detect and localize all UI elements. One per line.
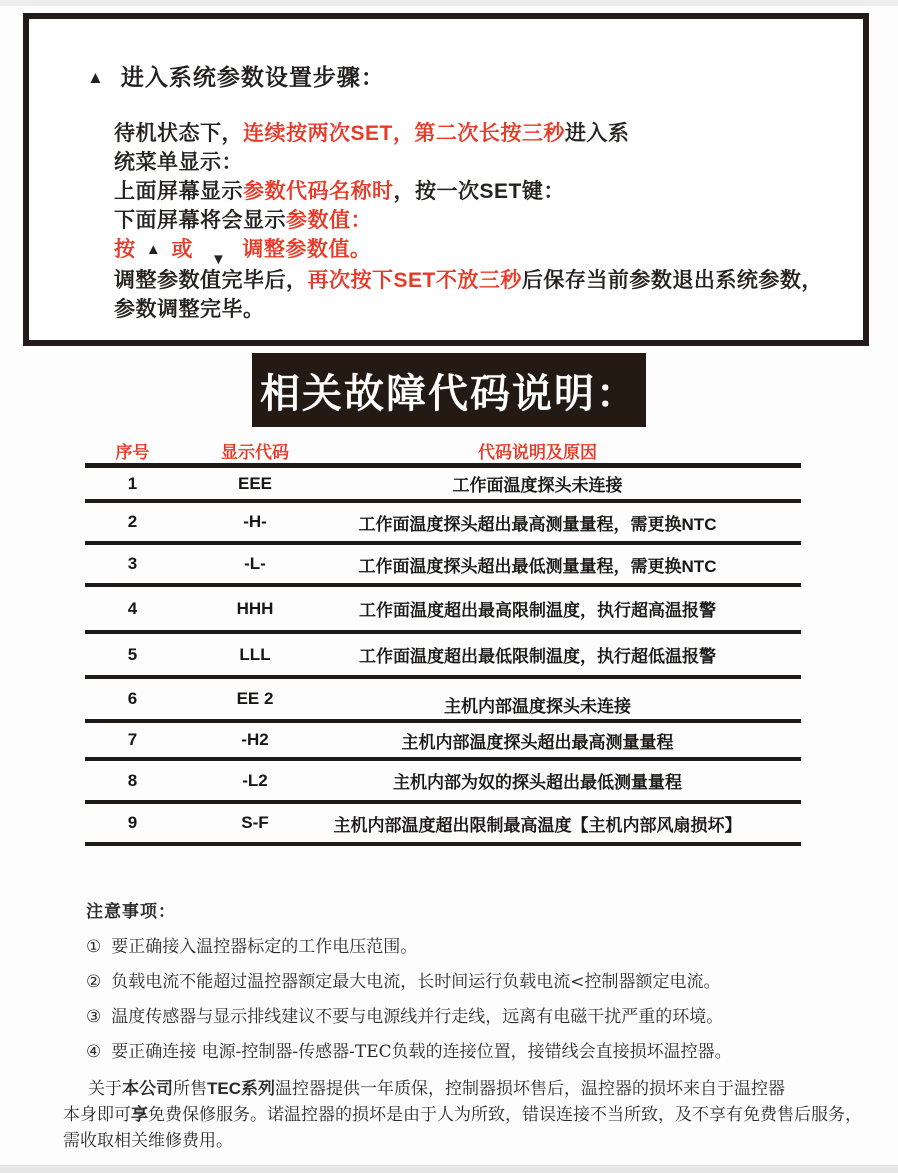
notes-section — [86, 901, 858, 1063]
cell-desc: 主机内部为奴的探头超出最低测量量程 — [393, 773, 682, 792]
text-segment: 本身即可 — [63, 1105, 131, 1125]
text-segment: 上面屏幕显示 — [114, 180, 243, 203]
note-text: 负载电流不能超过温控器额定最大电流，长时间运行负载电流<控制器额定电流。 — [111, 972, 721, 992]
instruction-line — [114, 235, 843, 269]
cell-desc: 工作面温度超出最低限制温度，执行超低温报警 — [359, 647, 716, 666]
fault-code-banner — [252, 353, 646, 427]
cell-desc: 工作面温度探头超出最高测量量程，需更换NTC — [358, 514, 717, 534]
cell-code: EE 2 — [236, 689, 274, 708]
note-item — [86, 971, 858, 993]
table-header-row — [85, 437, 801, 468]
instruction-line — [114, 148, 843, 177]
table-row — [85, 468, 801, 503]
cell-code: S-F — [241, 813, 269, 832]
cell-no: 1 — [127, 473, 138, 493]
setup-steps-title-text: 进入系统参数设置步骤： — [120, 64, 385, 90]
text-segment: 关于 — [88, 1079, 122, 1099]
text-segment: 待机状态下， — [114, 122, 243, 145]
text-segment: 温控器提供一年质保，控制器损坏售后，温控器的损坏来自于温控器 — [275, 1079, 785, 1099]
instruction-line — [114, 295, 843, 324]
top-edge-strip — [0, 0, 898, 6]
table-header-code: 显示代码 — [221, 442, 289, 462]
note-text: 要正确连接 电源-控制器-传感器-TEC负载的连接位置，接错线会直接损坏温控器。 — [111, 1042, 732, 1062]
system-parameter-setup-box — [23, 13, 869, 346]
table-row — [85, 587, 801, 634]
table-row — [85, 723, 801, 761]
notes-title: 注意事项： — [86, 902, 176, 922]
setup-steps-title — [87, 59, 863, 92]
text-segment: TEC系列 — [207, 1079, 275, 1098]
cell-no: 7 — [127, 730, 138, 749]
triangle-up-icon: ▲ — [87, 68, 105, 87]
warranty-paragraph — [63, 1076, 865, 1154]
cell-desc: 工作面温度超出最高限制温度，执行超高温报警 — [359, 601, 716, 620]
cell-code: -H- — [243, 512, 267, 531]
cell-no: 9 — [127, 813, 138, 832]
note-number-icon: ④ — [86, 1042, 102, 1062]
text-segment: 按 — [114, 238, 142, 261]
text-segment: 参数值： — [286, 209, 372, 232]
text-segment: 参数调整完毕。 — [114, 298, 265, 321]
note-item — [86, 936, 858, 958]
cell-desc: 主机内部温度超出限制最高温度【主机内部风扇损坏】 — [333, 815, 742, 835]
text-segment: 本公司 — [122, 1079, 173, 1098]
cell-code: HHH — [236, 598, 274, 618]
cell-no: 4 — [127, 598, 138, 618]
cell-desc: 工作面温度探头未连接 — [452, 476, 623, 495]
table-row — [85, 503, 801, 545]
text-segment: 所售 — [173, 1079, 207, 1099]
cell-code: -L- — [244, 554, 266, 573]
instruction-line — [114, 177, 843, 206]
text-segment: 享 — [131, 1105, 148, 1124]
text-segment: 调整参数值完毕后， — [114, 269, 308, 292]
warranty-line — [63, 1128, 865, 1154]
note-item — [86, 1041, 858, 1063]
table-row — [85, 761, 801, 804]
instruction-lines — [114, 119, 843, 324]
table-header-desc: 代码说明及原因 — [478, 442, 597, 462]
table-row — [85, 545, 801, 587]
text-segment: 再次按下SET不放三秒 — [307, 269, 522, 292]
note-text: 要正确接入温控器标定的工作电压范围。 — [111, 937, 418, 957]
cell-code: LLL — [239, 644, 271, 664]
table-row — [85, 679, 801, 723]
table-row — [85, 634, 801, 679]
bottom-edge-strip — [0, 1165, 898, 1173]
note-number-icon: ② — [86, 972, 102, 992]
table-header-no: 序号 — [115, 442, 150, 462]
text-segment: 连续按两次SET，第二次长按三秒 — [243, 122, 565, 145]
cell-desc: 主机内部温度探头未连接 — [444, 696, 631, 716]
text-segment: 进入系 — [564, 122, 630, 145]
text-segment: ，按一次SET键： — [393, 180, 565, 203]
note-item — [86, 1006, 858, 1028]
instruction-line — [114, 266, 843, 295]
cell-desc: 主机内部温度探头超出最高测量量程 — [401, 732, 674, 752]
cell-desc: 工作面温度探头超出最低测量量程，需更换NTC — [358, 556, 717, 576]
text-segment: 调整参数值。 — [242, 238, 372, 261]
table-body — [85, 468, 801, 846]
triangle-up-icon: ▲ — [145, 241, 162, 258]
warranty-line — [63, 1102, 865, 1128]
note-text: 温度传感器与显示排线建议不要与电源线并行走线，远离有电磁干扰严重的环境。 — [111, 1007, 724, 1027]
text-segment: 或 — [165, 238, 194, 261]
note-number-icon: ③ — [86, 1007, 102, 1027]
text-segment: 参数代码名称时 — [243, 180, 394, 203]
cell-no: 2 — [127, 512, 138, 531]
instruction-line — [114, 206, 843, 235]
instruction-line — [114, 119, 843, 148]
table-row — [85, 804, 801, 846]
fault-code-banner-text: 相关故障代码说明： — [260, 371, 638, 416]
cell-code: -H2 — [241, 730, 269, 749]
triangle-down-icon: ▼ — [211, 251, 227, 269]
cell-no: 3 — [127, 554, 138, 573]
cell-no: 5 — [127, 644, 138, 664]
cell-no: 6 — [127, 689, 138, 708]
text-segment: 统菜单显示： — [114, 151, 243, 174]
text-segment: 下面屏幕将会显示 — [114, 209, 286, 232]
cell-code: -L2 — [242, 770, 268, 790]
text-segment: 需收取相关维修费用。 — [63, 1131, 233, 1151]
fault-code-table — [85, 437, 801, 846]
note-number-icon: ① — [86, 937, 102, 957]
warranty-line — [63, 1076, 865, 1102]
text-segment: 后保存当前参数退出系统参数， — [521, 269, 823, 292]
text-segment: 免费保修服务。诺温控器的损坏是由于人为所致，错误连接不当所致，及不享有免费售后服务， — [148, 1105, 862, 1125]
notes-items — [86, 936, 858, 1063]
cell-no: 8 — [127, 770, 138, 790]
cell-code: EEE — [237, 473, 273, 493]
